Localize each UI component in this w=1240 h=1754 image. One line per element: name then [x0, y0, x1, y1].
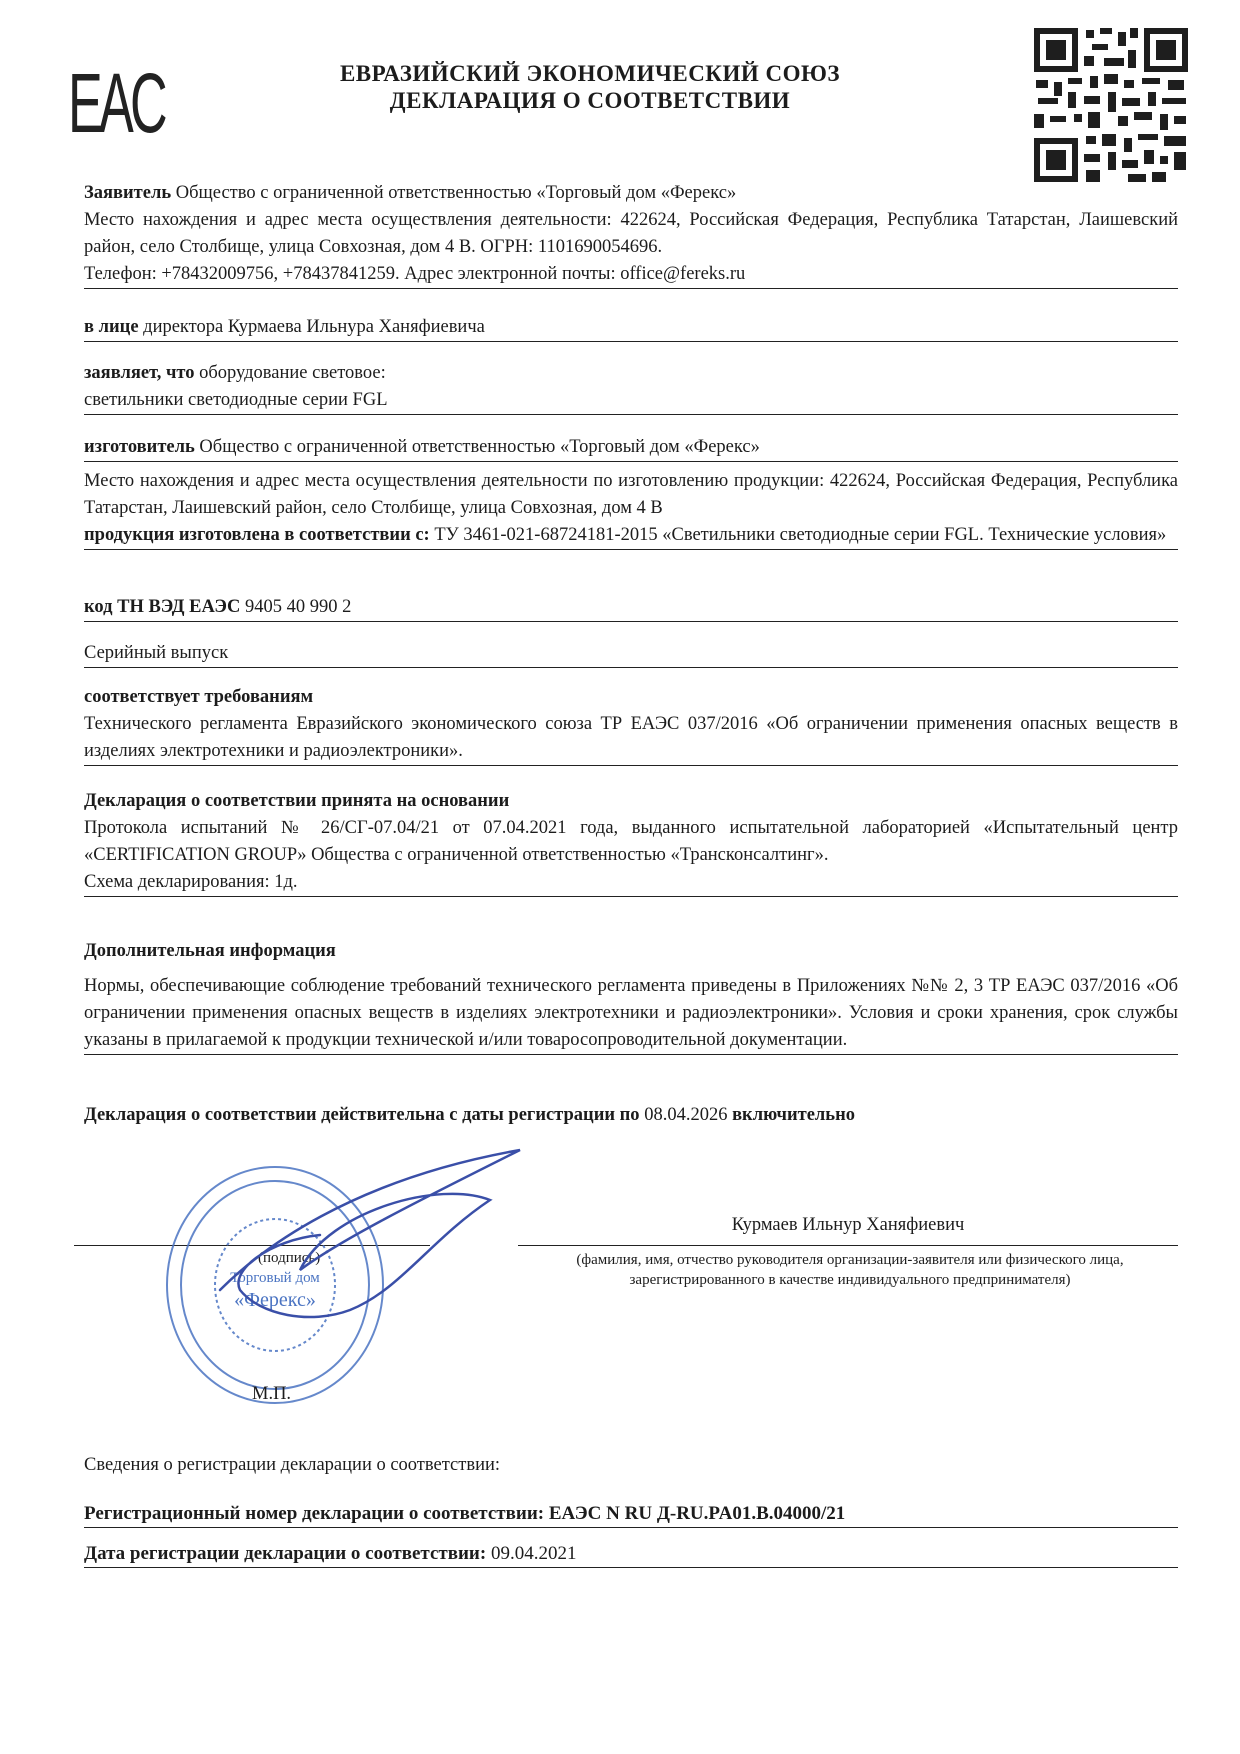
eac-logo: EAC	[68, 56, 164, 150]
registration-number-row	[84, 1500, 1178, 1528]
validity-date: 08.04.2026	[644, 1105, 728, 1125]
stamp-line2: «Ферекс»	[234, 1289, 316, 1311]
produced-value: ТУ 3461-021-68724181-2015 «Светильники светодиодные серии FGL. Технические условия»	[434, 525, 1167, 545]
serial-release: Серийный выпуск	[84, 640, 1178, 668]
declares-value: оборудование световое:	[199, 363, 386, 383]
applicant-name: Общество с ограниченной ответственностью «Торговый дом «Ферекс»	[175, 183, 737, 203]
signer-description: (фамилия, имя, отчество руководителя организации-заявителя или физического лица, зарегистрированного в качестве индивидуального предпринимателя)	[576, 1252, 1124, 1288]
applicant-address: Место нахождения и адрес места осуществления деятельности: 422624, Российская Федерация, Республика Татарстан, Лаишевский район, село Столбище, улица Совхозная, дом 4 В. ОГРН: 1101690054696.	[84, 210, 1178, 257]
registration-intro: Сведения о регистрации декларации о соответствии:	[84, 1455, 501, 1475]
union-title: ЕВРАЗИЙСКИЙ ЭКОНОМИЧЕСКИЙ СОЮЗ	[339, 61, 841, 86]
stamp-line1: Торговый дом	[230, 1270, 320, 1286]
manufacturer-value: Общество с ограниченной ответственностью «Торговый дом «Ферекс»	[199, 437, 760, 457]
registration-date-label: Дата регистрации декларации о соответствии:	[84, 1543, 487, 1564]
signature-caption: (подпись)	[258, 1250, 321, 1266]
represented-row	[84, 314, 1178, 342]
basis-label: Декларация о соответствии принята на основании	[84, 791, 510, 811]
additional-label: Дополнительная информация	[84, 941, 336, 961]
applicant-block	[84, 180, 1178, 289]
declaration-title: ДЕКЛАРАЦИЯ О СООТВЕТСТВИИ	[389, 88, 791, 113]
additional-value: Нормы, обеспечивающие соблюдение требований технического регламента приведены в Приложениях №№ 2, 3 ТР ЕАЭС 037/2016 «Об ограничении применения опасных веществ в изделиях электротехники и радиоэлектроники». Условия и сроки хранения, срок службы указаны в прилагаемой к продукции технической и/или товаросопроводительной документации.	[84, 976, 1178, 1050]
manufacturer-address: Место нахождения и адрес места осуществления деятельности по изготовлению продукции: 422624, Российская Федерация, Республика Татарстан, Лаишевский район, село Столбище, улица Совхозная, дом 4 В	[84, 471, 1178, 518]
produced-label: продукция изготовлена в соответствии с:	[84, 525, 430, 545]
registration-date: 09.04.2021	[490, 1543, 577, 1564]
registration-number-label: Регистрационный номер декларации о соответствии:	[84, 1503, 545, 1524]
manufacturer-label: изготовитель	[84, 437, 195, 457]
declares-label: заявляет, что	[84, 363, 195, 383]
basis-value: Протокола испытаний № 26/СГ-07.04/21 от 07.04.2021 года, выданного испытательной лабораторией «Испытательный центр «CERTIFICATION GROUP» Общества с ограниченной ответственностью «Трансконсалтинг».	[84, 818, 1178, 865]
requirements-value: Технического регламента Евразийского экономического союза ТР ЕАЭС 037/2016 «Об ограничении применения опасных веществ в изделиях электротехники и радиоэлектроники».	[84, 714, 1178, 761]
manufacturer-address-block	[84, 468, 1178, 550]
qr-code-icon	[1032, 26, 1190, 184]
validity-text: Декларация о соответствии действительна с даты регистрации по	[84, 1105, 640, 1125]
tnved-value: 9405 40 990 2	[244, 597, 352, 617]
signer-name: Курмаев Ильнур Ханяфиевич	[731, 1215, 965, 1235]
applicant-label: Заявитель	[84, 183, 172, 203]
signature-scribble	[200, 1140, 540, 1330]
basis-block	[84, 788, 1178, 897]
requirements-label: соответствует требованиям	[84, 687, 314, 707]
stamp-place-label: М.П.	[252, 1384, 292, 1404]
tnved-label: код ТН ВЭД ЕАЭС	[84, 597, 241, 617]
registration-number: ЕАЭС N RU Д-RU.PA01.B.04000/21	[548, 1503, 846, 1524]
tnved-row	[84, 594, 1178, 622]
validity-row	[84, 1102, 1178, 1129]
requirements-block	[84, 684, 1178, 766]
basis-scheme: Схема декларирования: 1д.	[84, 869, 1178, 897]
represented-label: в лице	[84, 317, 139, 337]
signer-line	[518, 1245, 1178, 1246]
applicant-contacts: Телефон: +78432009756, +78437841259. Адрес электронной почты: office@fereks.ru	[84, 261, 1178, 289]
manufacturer-row	[84, 434, 1178, 462]
product-name: светильники светодиодные серии FGL	[84, 387, 1178, 415]
declares-block	[84, 360, 1178, 415]
registration-date-row	[84, 1540, 1178, 1568]
validity-suffix: включительно	[732, 1105, 855, 1125]
represented-value: директора Курмаева Ильнура Ханяфиевича	[143, 317, 485, 337]
additional-block	[84, 938, 1178, 1055]
document-header	[280, 60, 900, 114]
